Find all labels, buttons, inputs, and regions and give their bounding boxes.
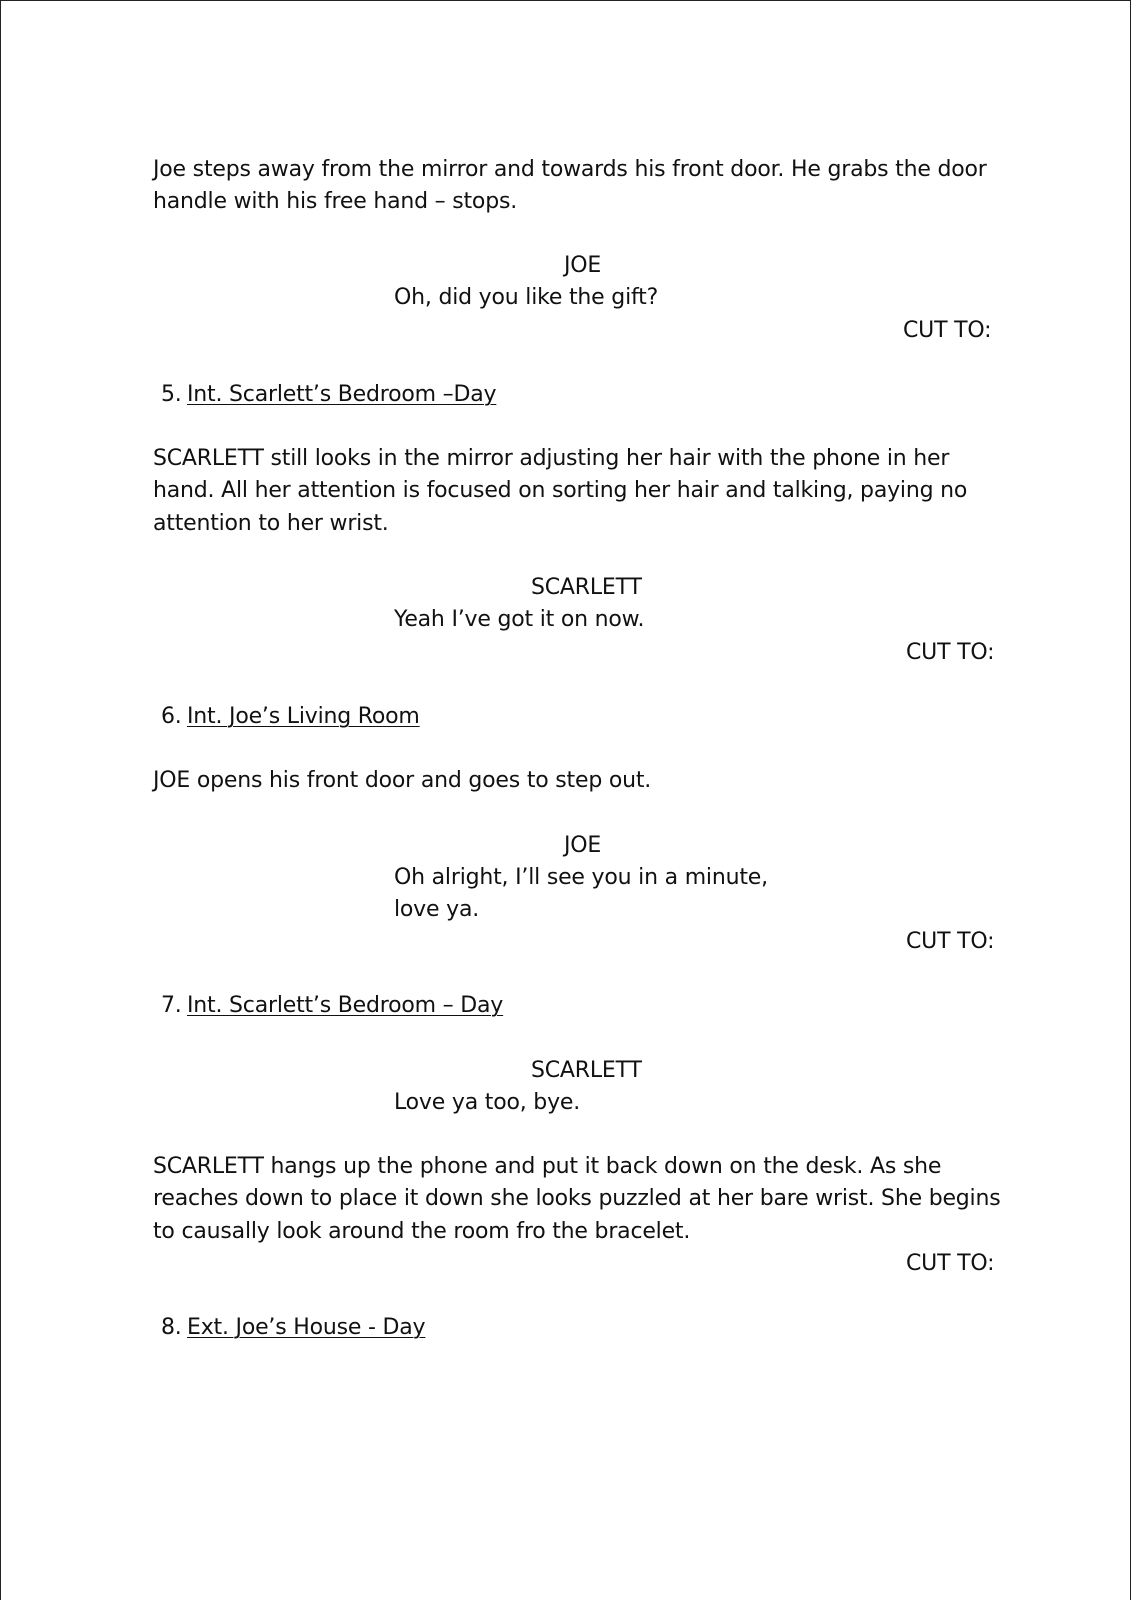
scene-number: 5. [161, 382, 182, 407]
action-line: SCARLETT hangs up the phone and put it back down on the desk. As she [153, 1154, 942, 1179]
transition: CUT TO: [906, 640, 995, 665]
character-name: SCARLETT [531, 1058, 642, 1083]
scene-number: 8. [161, 1315, 182, 1340]
scene-number: 6. [161, 704, 182, 729]
action-line: handle with his free hand – stops. [153, 189, 518, 214]
scene-heading: Int. Scarlett’s Bedroom – Day [187, 993, 504, 1018]
transition: CUT TO: [906, 1251, 995, 1276]
character-name: JOE [564, 833, 602, 858]
character-name: JOE [564, 253, 602, 278]
scene-heading: Int. Scarlett’s Bedroom –Day [187, 382, 497, 407]
dialogue-line: Yeah I’ve got it on now. [394, 607, 645, 632]
dialogue-line: Oh alright, I’ll see you in a minute, [394, 865, 768, 890]
dialogue-line: Oh, did you like the gift? [394, 285, 659, 310]
action-line: reaches down to place it down she looks puzzled at her bare wrist. She begins [153, 1186, 1001, 1211]
action-line: hand. All her attention is focused on sorting her hair and talking, paying no [153, 478, 968, 503]
character-name: SCARLETT [531, 575, 642, 600]
scene-number: 7. [161, 993, 182, 1018]
scene-heading: Ext. Joe’s House - Day [187, 1315, 426, 1340]
transition: CUT TO: [906, 929, 995, 954]
action-line: JOE opens his front door and goes to step out. [153, 768, 652, 793]
action-line: to causally look around the room fro the bracelet. [153, 1219, 691, 1244]
dialogue-line: love ya. [394, 897, 480, 922]
action-line: SCARLETT still looks in the mirror adjusting her hair with the phone in her [153, 446, 950, 471]
dialogue-line: Love ya too, bye. [394, 1090, 581, 1115]
scene-heading: Int. Joe’s Living Room [187, 704, 420, 729]
action-line: Joe steps away from the mirror and towards his front door. He grabs the door [153, 157, 987, 182]
transition: CUT TO: [903, 318, 992, 343]
action-line: attention to her wrist. [153, 511, 389, 536]
